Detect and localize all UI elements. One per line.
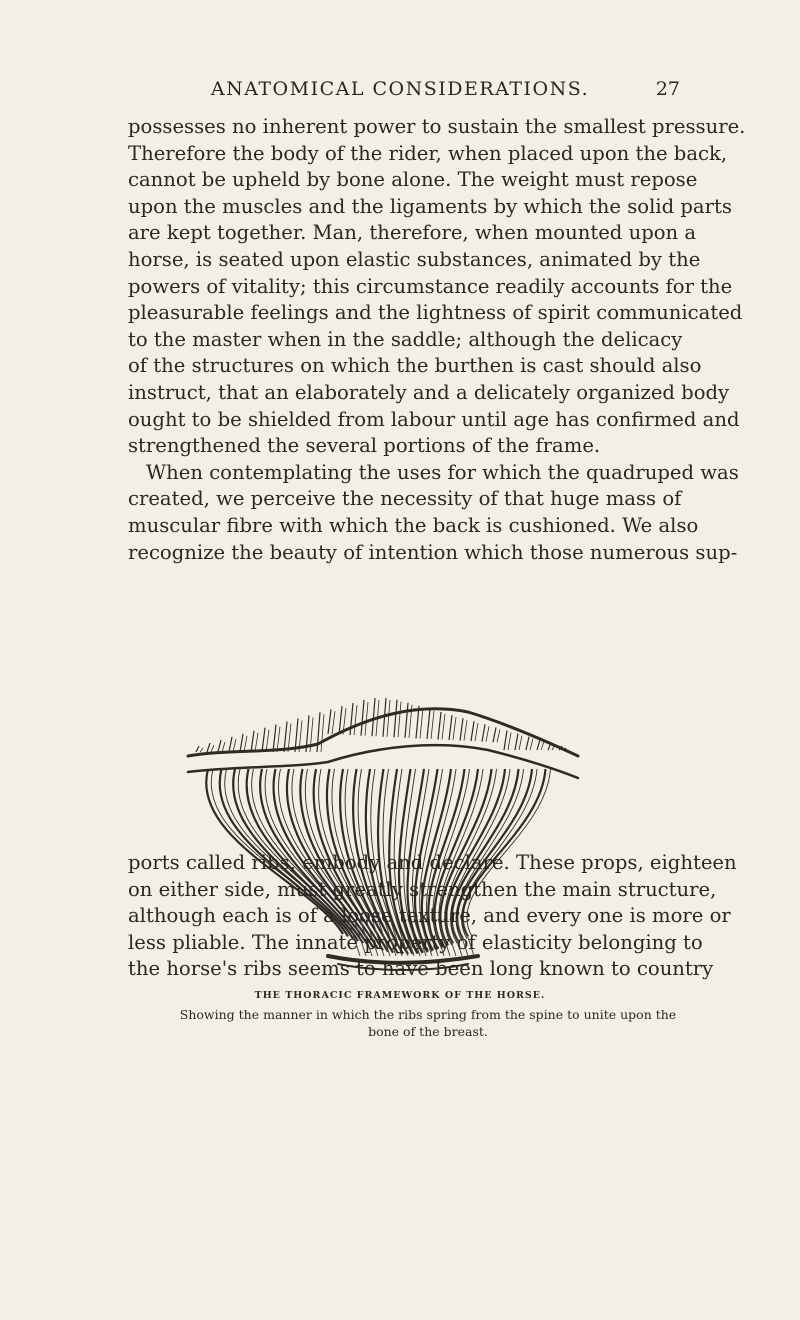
caption-line: Showing the manner in which the ribs spring from the spine to unite upon the bbox=[179, 1007, 677, 1022]
text-line: muscular fibre with which the back is cushioned. We also bbox=[128, 513, 699, 537]
caption-line: bone of the breast. bbox=[368, 1024, 488, 1039]
text-line: upon the muscles and the ligaments by which the solid parts bbox=[128, 194, 732, 218]
body-text-top bbox=[128, 114, 746, 566]
text-line: possesses no inherent power to sustain the smallest pressure. bbox=[128, 115, 746, 138]
text-line: cannot be upheld by bone alone. The weight must repose bbox=[128, 168, 698, 192]
text-line: to the master when in the saddle; although the delicacy bbox=[128, 327, 683, 351]
text-line: created, we perceive the necessity of that huge mass of bbox=[128, 487, 682, 511]
text-line: although each is of a loose texture, and every one is more or bbox=[128, 904, 731, 928]
running-title: ANATOMICAL CONSIDERATIONS. bbox=[210, 78, 590, 100]
body-text-bottom bbox=[128, 850, 737, 983]
text-line: instruct, that an elaborately and a delicately organized body bbox=[128, 380, 730, 404]
text-line: of the structures on which the burthen is cast should also bbox=[128, 354, 702, 378]
text-line: on either side, must greatly strengthen the main structure, bbox=[128, 877, 717, 901]
figure-caption-text bbox=[178, 1006, 678, 1040]
text-line: pleasurable feelings and the lightness of spirit communicated bbox=[128, 301, 743, 325]
text-line: the horse's ribs seems to have been long known to country bbox=[128, 957, 714, 981]
text-line: ports called ribs, embody and declare. These props, eighteen bbox=[128, 851, 737, 874]
figure-caption-title: THE THORACIC FRAMEWORK OF THE HORSE. bbox=[254, 990, 546, 1001]
text-line: powers of vitality; this circumstance readily accounts for the bbox=[128, 274, 733, 298]
text-line: Therefore the body of the rider, when placed upon the back, bbox=[128, 141, 728, 165]
text-line: recognize the beauty of intention which those numerous sup- bbox=[128, 540, 738, 564]
text-line: are kept together. Man, therefore, when mounted upon a bbox=[128, 221, 697, 245]
text-line: horse, is seated upon elastic substances, animated by the bbox=[128, 247, 701, 271]
page-header bbox=[0, 78, 800, 108]
text-line: less pliable. The innate property of elasticity belonging to bbox=[128, 930, 703, 954]
page-number: 27 bbox=[655, 78, 680, 100]
text-line: strengthened the several portions of the frame. bbox=[128, 434, 601, 458]
text-line: ought to be shielded from labour until age has confirmed and bbox=[128, 407, 740, 431]
text-line: When contemplating the uses for which the quadruped was bbox=[146, 460, 739, 484]
